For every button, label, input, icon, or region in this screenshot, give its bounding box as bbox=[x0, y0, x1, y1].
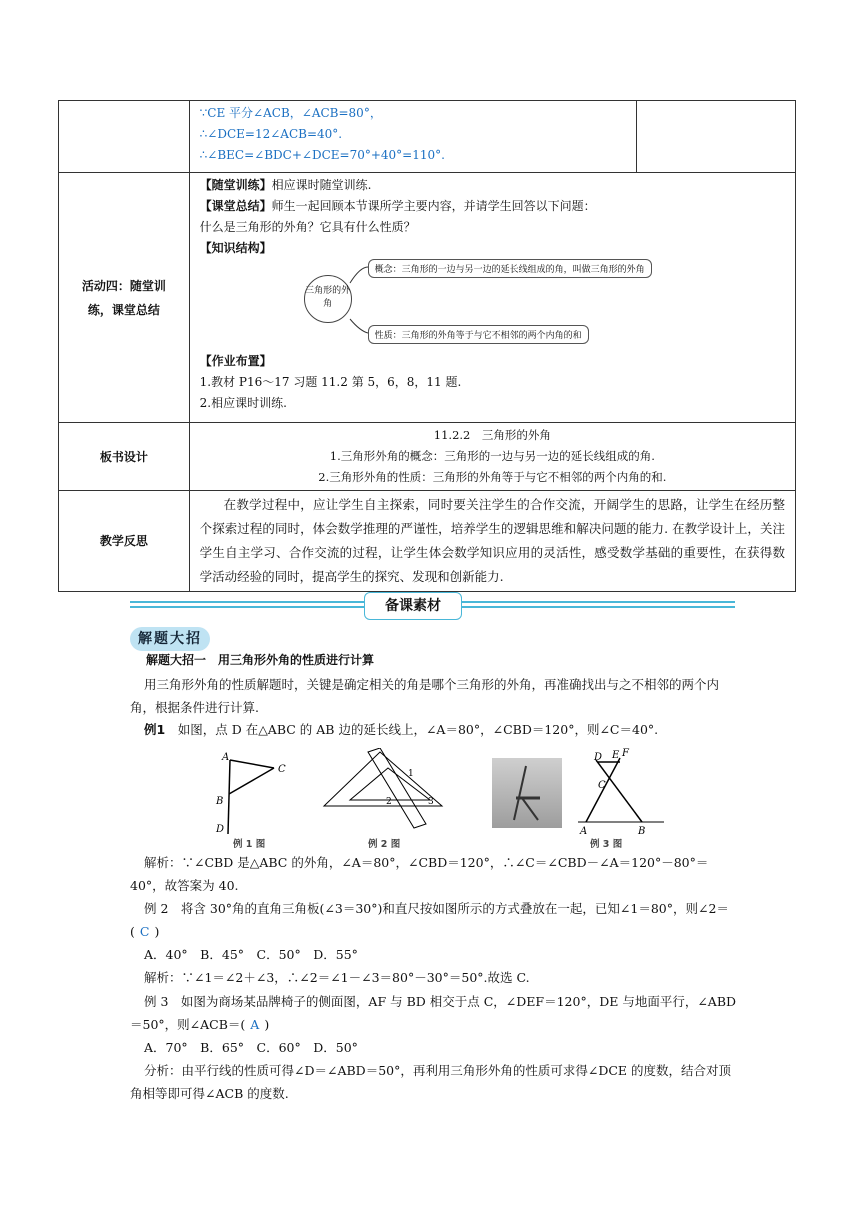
training-text: 相应课时随堂训练. bbox=[271, 178, 372, 192]
ex1-label: 例1 bbox=[144, 722, 166, 737]
figure-ex3 bbox=[576, 748, 666, 838]
figure-ex1 bbox=[208, 748, 318, 848]
fig1-label-c: C bbox=[278, 764, 286, 775]
fig1-label-a: A bbox=[222, 752, 230, 763]
chair-photo bbox=[492, 758, 562, 828]
fig1-label-d: D bbox=[216, 824, 225, 835]
summary-tag: 【课堂总结】 bbox=[199, 199, 272, 213]
board-line-2: 2.三角形外角的性质：三角形的外角等于与它不相邻的两个内角的和. bbox=[318, 470, 667, 484]
activity-four-label: 活动四：随堂训练，课堂总结 bbox=[59, 173, 190, 423]
activity-four-content bbox=[189, 173, 795, 423]
figure-ex2 bbox=[320, 748, 460, 838]
fig3-label-c: C bbox=[598, 780, 606, 791]
mindmap bbox=[190, 259, 795, 351]
row1-label-cell bbox=[59, 101, 190, 173]
fig3-label-a: A bbox=[580, 826, 588, 837]
fig2-angle-3: 3 bbox=[428, 797, 434, 807]
homework-1: 1.教材 P16～17 习题 11.2 第 5，6，8，11 题. bbox=[199, 375, 462, 389]
reflection-text: 在教学过程中，应让学生自主探索，同时要关注学生的合作交流，开阔学生的思路，让学生在经历整个探索过程的同时，体会数学推理的严谨性，培养学生的逻辑思维和解决问题的能力. 在教学设计上，关注学生自主学习、合作交流的过程，让学生体会数学知识应用的灵活性，感受数学基础的重要性，在获得数学活动经验的同时，提高学生的探究、发现和创新能力. bbox=[189, 491, 795, 592]
ex3-options: A．70° B．65° C．60° D．50° bbox=[144, 1040, 358, 1055]
ex1-question: 如图，点 D 在△ABC 的 AB 边的延长线上，∠A＝80°，∠CBD＝120°，则∠C＝40°. bbox=[177, 722, 659, 737]
ex2-question: 例 2 将含 30°角的直角三角板(∠3＝30°)和直尺按如图所示的方式叠放在一起，已知∠1＝80°，则∠2＝( C ) bbox=[130, 901, 729, 939]
method-text: 用三角形外角的性质解题时，关键是确定相关的角是哪个三角形的外角，再准确找出与之不相邻的两个内角，根据条件进行计算. bbox=[130, 677, 720, 715]
caption-ex1: 例 1 图 bbox=[233, 839, 266, 850]
fig3-label-d: D bbox=[594, 752, 603, 763]
ex2-options: A．40° B．45° C．50° D．55° bbox=[144, 947, 358, 962]
fig3-label-f: F bbox=[622, 748, 629, 759]
ex2-answer: C bbox=[139, 924, 150, 939]
fig3-label-e: E bbox=[612, 750, 620, 761]
ex1-solution: 解析：∵∠CBD 是△ABC 的外角，∠A＝80°，∠CBD＝120°，∴∠C＝∠CBD－∠A＝120°－80°＝40°，故答案为 40. bbox=[130, 855, 709, 893]
ex2-solution: 解析：∵∠1＝∠2＋∠3，∴∠2＝∠1－∠3＝80°－30°＝50°.故选 C. bbox=[144, 970, 530, 985]
reflection-label: 教学反思 bbox=[59, 491, 190, 592]
method-title: 解题大招一 用三角形外角的性质进行计算 bbox=[146, 653, 375, 667]
proof-line-3: ∴∠BEC=∠BDC+∠DCE=70°+40°=110°. bbox=[199, 148, 445, 162]
homework-2: 2.相应课时训练. bbox=[199, 396, 287, 410]
row1-content bbox=[189, 101, 636, 173]
example-1 bbox=[130, 718, 740, 741]
summary-question: 什么是三角形的外角？它具有什么性质？ bbox=[199, 220, 416, 234]
mindmap-concept: 概念：三角形的一边与另一边的延长线组成的角，叫做三角形的外角 bbox=[368, 259, 652, 278]
row1-note-cell bbox=[636, 101, 795, 173]
summary-text: 师生一起回顾本节课所学主要内容，并请学生回答以下问题： bbox=[271, 199, 596, 213]
banner-title: 备课素材 bbox=[364, 592, 462, 620]
proof-line-1: ∵CE 平分∠ACB，∠ACB=80°， bbox=[199, 106, 382, 120]
board-design-label: 板书设计 bbox=[59, 423, 190, 491]
ex3-answer: A bbox=[250, 1017, 260, 1032]
structure-tag: 【知识结构】 bbox=[199, 241, 272, 255]
homework-tag: 【作业布置】 bbox=[199, 354, 272, 368]
fig1-label-b: B bbox=[216, 796, 224, 807]
ex3-question: 例 3 如图为商场某品牌椅子的侧面图，AF 与 BD 相交于点 C，∠DEF＝120°，DE 与地面平行，∠ABD＝50°，则∠ACB＝( A ) bbox=[130, 994, 737, 1032]
fig3-label-b: B bbox=[638, 826, 646, 837]
ex3-analysis: 分析：由平行线的性质可得∠D＝∠ABD＝50°，再利用三角形外角的性质可求得∠DCE 的度数，结合对顶角相等即可得∠ACB 的度数. bbox=[130, 1063, 732, 1101]
caption-ex3: 例 3 图 bbox=[590, 839, 623, 850]
lesson-table bbox=[58, 100, 796, 592]
fig2-angle-1: 1 bbox=[408, 769, 414, 779]
mindmap-center: 三角形的外角 bbox=[304, 275, 352, 323]
mindmap-property: 性质：三角形的外角等于与它不相邻的两个内角的和 bbox=[368, 325, 589, 344]
chair-photo-outline bbox=[492, 758, 562, 828]
fig2-angle-2: 2 bbox=[386, 797, 392, 807]
caption-ex2: 例 2 图 bbox=[368, 839, 401, 850]
training-tag: 【随堂训练】 bbox=[199, 178, 272, 192]
board-line-1: 1.三角形外角的概念：三角形的一边与另一边的延长线组成的角. bbox=[329, 449, 655, 463]
section-badge: 解题大招 bbox=[130, 627, 210, 651]
board-title: 11.2.2 三角形的外角 bbox=[433, 428, 551, 442]
board-design-content bbox=[189, 423, 795, 491]
proof-line-2: ∴∠DCE=12∠ACB=40°. bbox=[199, 127, 343, 141]
